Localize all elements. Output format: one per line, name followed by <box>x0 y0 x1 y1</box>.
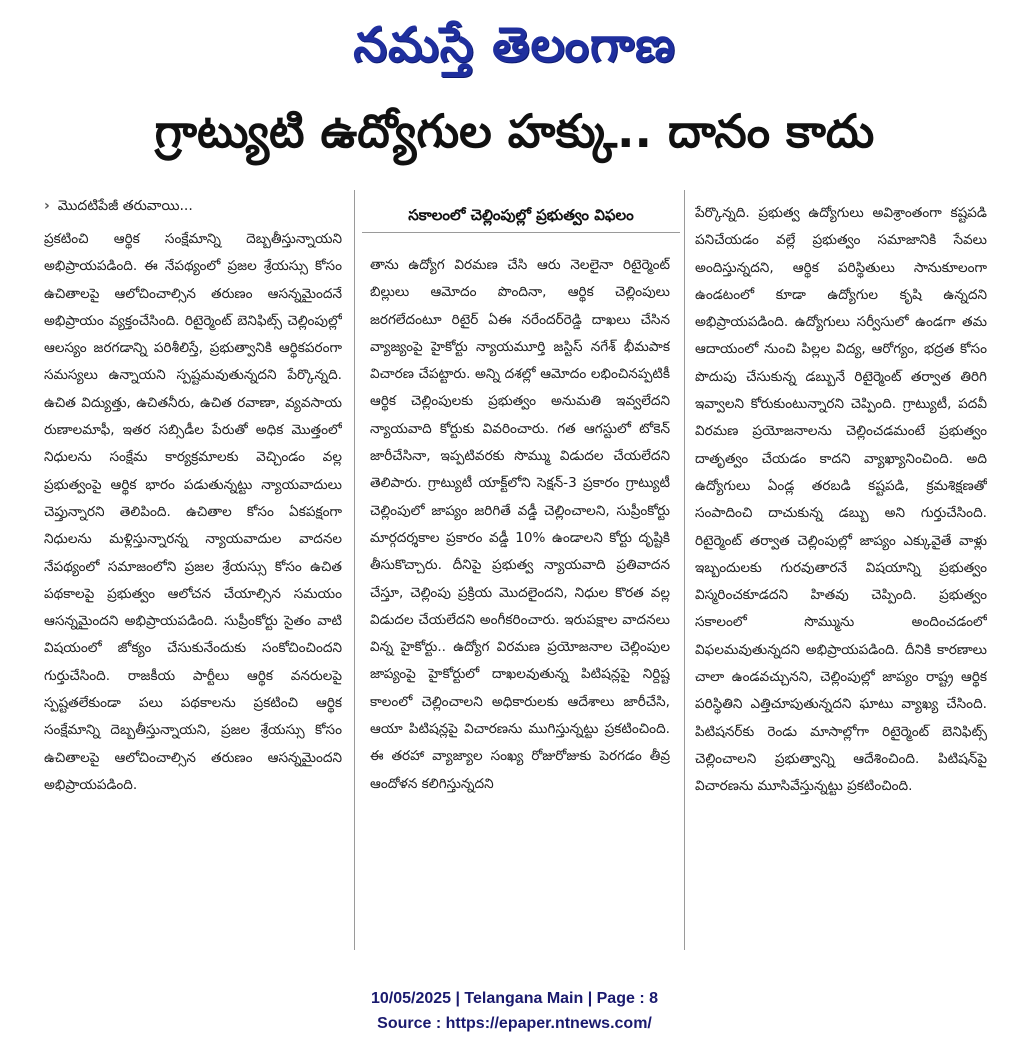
continuation-kicker <box>44 196 344 216</box>
masthead-logo: నమస్తే తెలంగాణ <box>353 17 676 73</box>
footer-edition-info: 10/05/2025 | Telangana Main | Page : 8 <box>370 990 658 1007</box>
column-2-subheading: సకాలంలో చెల్లింపుల్లో ప్రభుత్వం విఫలం <box>408 206 634 224</box>
footer-source-link[interactable]: Source : https://epaper.ntnews.com/ <box>377 1015 652 1032</box>
kicker-label: మొదటిపేజీ తరువాయి... <box>57 198 193 214</box>
article-column-3 <box>695 200 987 950</box>
article-headline: గ్రాట్యుటి ఉద్యోగుల హక్కు.. దానం కాదు <box>154 104 875 158</box>
subheading-underline <box>362 232 680 233</box>
column-divider <box>684 190 685 950</box>
column-3-text: పేర్కొన్నది. ప్రభుత్వ ఉద్యోగులు అవిశ్రాంతంగా కష్టపడి పనిచేయడం వల్లే ప్రభుత్వం సమాజానికి సేవలు అందిస్తున్నదని, ఆర్థిక పరిస్థితులు సానుకూలంగా ఉండటంలో కూడా ఉద్యోగుల కృషి ఉన్నదని అభిప్రాయపడింది. ఉద్యోగులు సర్వీసులో ఉండగా తమ ఆదాయంలో నుంచి పిల్లల విద్య, ఆరోగ్యం, భద్రత కోసం పొదుపు చేసుకున్న డబ్బునే రిటైర్మెంట్ తర్వాత తిరిగి ఇవ్వాలని కోరుకుంటున్నారని చెప్పింది. గ్రాట్యుటీ, పదవీ విరమణ ప్రయోజనాలను చెల్లించడమంటే ప్రభుత్వం దాతృత్వం చేయడం కాదని వ్యాఖ్యానించింది. అది ఉద్యోగులు ఏండ్ల తరబడి కష్టపడి, క్రమశిక్షణతో సంపాదించి దాచుకున్న డబ్బు అని గుర్తుచేసింది. రిటైర్మెంట్ తర్వాత చెల్లింపుల్లో జాప్యం ఎక్కువైతే వాళ్లు ఇబ్బందులకు గురవుతారనే విషయాన్ని ప్రభుత్వం విస్మరించకూడదని హితవు చెప్పింది. ప్రభుత్వం సకాలంలో సొమ్మును అందించడంలో విఫలమవుతున్నదని అభిప్రాయపడింది. దీనికి కారణాలు చాలా ఉండవచ్చునని, చెల్లింపుల్లో జాప్యం రాష్ట్ర ఆర్థిక పరిస్థితిని ఎత్తిచూపుతున్నదని ఘాటు వ్యాఖ్య చేసింది. పిటిషనర్‌కు రెండు మాసాల్లోగా రిటైర్మెంట్ బెనిఫిట్స్ చెల్లించాలని ప్రభుత్వాన్ని ఆదేశించింది. పిటిషన్‌పై విచారణను మూసివేస్తున్నట్టు ప్రకటించింది. <box>695 205 987 795</box>
article-column-2 <box>370 252 670 952</box>
article-column-1 <box>44 226 342 952</box>
column-divider <box>354 190 355 950</box>
column-2-text: తాను ఉద్యోగ విరమణ చేసి ఆరు నెలలైనా రిటైర్మెంట్ బిల్లులు ఆమోదం పొందినా, ఆర్థిక చెల్లింపులు జరగలేదంటూ రిటైర్ ఏఈ నరేందర్‌రెడ్డి దాఖలు చేసిన వ్యాజ్యంపై హైకోర్టు న్యాయమూర్తి జస్టిస్ నగేశ్ భీమపాక విచారణ చేపట్టారు. అన్ని దశల్లో ఆమోదం లభించినప్పటికీ ఆర్థిక చెల్లింపులకు ప్రభుత్వం అనుమతి ఇవ్వలేదని న్యాయవాది కోర్టుకు వివరించారు. గత ఆగస్టులో టోకెన్ జారీచేసినా, ఇప్పటివరకు సొమ్ము విడుదల చేయలేదని తెలిపారు. గ్రాట్యుటీ యాక్ట్‌లోని సెక్షన్-3 ప్రకారం గ్రాట్యుటీ చెల్లింపులో జాప్యం జరిగితే వడ్డీ చెల్లించాలని, సుప్రీంకోర్టు మార్గదర్శకాల ప్రకారం వడ్డీ 10% ఉండాలని కోర్టు దృష్టికి తీసుకొచ్చారు. దీనిపై ప్రభుత్వ న్యాయవాది ప్రతివాదన చేస్తూ, చెల్లింపు ప్రక్రియ మొదలైందని, నిధుల కొరత వల్ల విడుదల చేయలేదని అంగీకరించారు. ఇరుపక్షాల వాదనలు విన్న హైకోర్టు.. ఉద్యోగ విరమణ ప్రయోజనాల చెల్లింపుల జాప్యంపై హైకోర్టులో దాఖలవుతున్న పిటిషన్లపై నిర్దిష్ట కాలంలో చెల్లించాలని అధికారులకు ఆదేశాలు జారీచేసి, ఆయా పిటిషన్లపై విచారణను ముగిస్తున్నట్టు ప్రకటించింది. ఈ తరహా వ్యాజ్యాల సంఖ్య రోజురోజుకు పెరగడం తీవ్ర ఆందోళన కలిగిస్తున్నదని <box>370 257 670 792</box>
chevron-right-icon: › <box>44 198 50 214</box>
column-1-text: ప్రకటించి ఆర్థిక సంక్షేమాన్ని దెబ్బతీస్తున్నాయని అభిప్రాయపడింది. ఈ నేపథ్యంలో ప్రజల శ్రేయస్సు కోసం ఉచితాలపై ఆలోచించాల్సిన తరుణం ఆసన్నమైందనే అభిప్రాయం వ్యక్తంచేసింది. రిటైర్మెంట్ బెనిఫిట్స్ చెల్లింపుల్లో ఆలస్యం జరగడాన్ని పరిశీలిస్తే, ప్రభుత్వానికి ఆర్థికపరంగా సమస్యలు ఉన్నాయని స్పష్టమవుతున్నదని పేర్కొన్నది. ఉచిత విద్యుత్తు, ఉచితనీరు, ఉచిత రవాణా, వ్యవసాయ రుణాలమాఫీ, ఇతర సబ్సిడీల పేరుతో అధిక మొత్తంలో నిధులను సంక్షేమ కార్యక్రమాలకు వెచ్చిండం వల్ల ప్రభుత్వంపై ఆర్థిక భారం పడుతున్నట్టు న్యాయవాదులు చెప్తున్నారని తెలిపింది. ఉచితాల కోసం ఏకపక్షంగా నిధులను మళ్లిస్తున్నారన్న న్యాయవాదుల వాదనల నేపథ్యంలో సమాజంలోని ప్రజల శ్రేయస్సు కోసం ఉచిత పథకాలపై ప్రభుత్వం ఆలోచన చేయాల్సిన సమయం ఆసన్నమైందని అభిప్రాయపడింది. సుప్రీంకోర్టు సైతం వాటి విషయంలో జోక్యం చేసుకునేందుకు సంకోచించిందని గుర్తుచేసింది. రాజకీయ పార్టీలు ఆర్థిక వనరులపై స్పష్టతలేకుండా పలు పథకాలను ప్రకటించి ఆర్థిక సంక్షేమాన్ని దెబ్బతీస్తున్నాయని, ప్రజల శ్రేయస్సు కోసం ఉచితాలపై ఆలోచించాల్సిన తరుణం ఆసన్నమైందని అభిప్రాయపడింది. <box>44 231 342 793</box>
page-footer <box>0 986 1029 1036</box>
